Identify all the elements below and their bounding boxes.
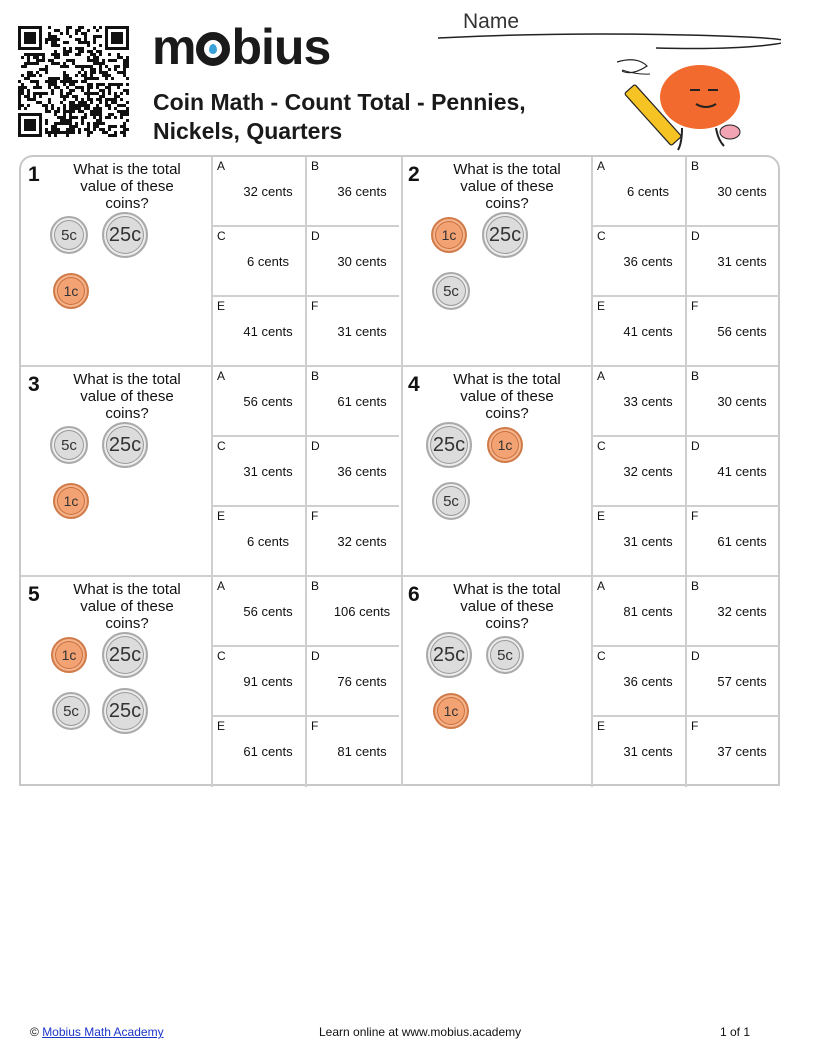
answer-value: 6 cents — [247, 254, 289, 269]
question-cell — [401, 367, 591, 577]
answer-letter: E — [217, 509, 226, 523]
answer-option-f[interactable] — [305, 717, 399, 787]
answer-option-d[interactable] — [685, 647, 779, 717]
answer-value: 31 cents — [717, 254, 767, 269]
answer-letter: B — [691, 369, 700, 383]
quarter-coin: 25c — [482, 212, 528, 258]
answer-value: 32 cents — [623, 464, 673, 479]
answer-letter: A — [217, 159, 226, 173]
quarter-coin: 25c — [426, 632, 472, 678]
answer-option-a[interactable] — [211, 577, 305, 647]
answer-letter: E — [217, 299, 226, 313]
answer-value: 30 cents — [717, 184, 767, 199]
answer-letter: C — [597, 649, 606, 663]
answer-letter: E — [597, 719, 606, 733]
penny-coin: 1c — [53, 273, 89, 309]
qr-code-icon — [18, 26, 129, 137]
answer-option-e[interactable] — [591, 507, 685, 577]
quarter-coin: 25c — [102, 422, 148, 468]
answer-option-b[interactable] — [685, 367, 779, 437]
answer-option-f[interactable] — [685, 717, 779, 787]
answer-value: 30 cents — [717, 394, 767, 409]
answer-option-f[interactable] — [305, 507, 399, 577]
answer-option-a[interactable] — [591, 367, 685, 437]
problem-4 — [401, 367, 781, 577]
answer-letter: C — [597, 229, 606, 243]
brand-logo-rest: bius — [231, 19, 331, 75]
answer-letter: B — [311, 579, 320, 593]
answer-option-a[interactable] — [211, 367, 305, 437]
answer-value: 57 cents — [717, 674, 767, 689]
answer-value: 106 cents — [333, 604, 391, 619]
footer-copyright — [30, 1025, 164, 1039]
brand-logo — [152, 19, 331, 75]
answer-value: 36 cents — [337, 184, 387, 199]
answer-letter: A — [597, 369, 606, 383]
answer-option-e[interactable] — [211, 507, 305, 577]
question-cell — [401, 157, 591, 367]
answer-letter: B — [691, 579, 700, 593]
answer-value: 32 cents — [243, 184, 293, 199]
nickel-coin: 5c — [432, 482, 470, 520]
name-label: Name — [463, 10, 520, 33]
nickel-coin: 5c — [52, 692, 90, 730]
answer-letter: F — [691, 299, 699, 313]
worksheet-grid — [19, 155, 780, 786]
penny-coin: 1c — [433, 693, 469, 729]
brand-logo-m: m — [152, 19, 196, 75]
problem-1 — [21, 157, 401, 367]
question-cell — [21, 157, 211, 367]
answer-value: 6 cents — [627, 184, 669, 199]
academy-link[interactable]: Mobius Math Academy — [42, 1025, 164, 1039]
problem-2 — [401, 157, 781, 367]
answer-value: 33 cents — [623, 394, 673, 409]
quarter-coin: 25c — [102, 212, 148, 258]
answer-letter: A — [217, 579, 226, 593]
penny-coin: 1c — [53, 483, 89, 519]
answer-option-a[interactable] — [591, 577, 685, 647]
answer-letter: B — [311, 159, 320, 173]
question-number: 6 — [408, 583, 420, 606]
nickel-coin: 5c — [486, 636, 524, 674]
answer-value: 61 cents — [243, 744, 293, 759]
answer-value: 36 cents — [623, 674, 673, 689]
answer-option-b[interactable] — [305, 157, 399, 227]
answer-value: 32 cents — [337, 534, 387, 549]
question-text: What is the total value of these coins? — [73, 371, 181, 422]
name-line — [436, 30, 781, 54]
answer-option-c[interactable] — [591, 227, 685, 297]
answer-letter: D — [691, 229, 700, 243]
answer-value: 31 cents — [337, 324, 387, 339]
answer-letter: C — [597, 439, 606, 453]
answer-option-c[interactable] — [211, 227, 305, 297]
answer-value: 6 cents — [247, 534, 289, 549]
answer-letter: A — [597, 579, 606, 593]
question-text: What is the total value of these coins? — [453, 371, 561, 422]
answer-option-f[interactable] — [305, 297, 399, 367]
answer-option-c[interactable] — [591, 437, 685, 507]
answer-letter: F — [691, 509, 699, 523]
answer-value: 81 cents — [623, 604, 673, 619]
problem-5 — [21, 577, 401, 787]
answer-letter: E — [597, 509, 606, 523]
question-number: 1 — [28, 163, 40, 186]
answer-option-d[interactable] — [305, 437, 399, 507]
answer-value: 61 cents — [717, 534, 767, 549]
answer-value: 56 cents — [717, 324, 767, 339]
answer-value: 41 cents — [243, 324, 293, 339]
answer-value: 76 cents — [337, 674, 387, 689]
answer-letter: D — [691, 649, 700, 663]
answer-value: 37 cents — [717, 744, 767, 759]
page-indicator: 1 of 1 — [720, 1025, 751, 1039]
answer-value: 36 cents — [337, 464, 387, 479]
question-number: 2 — [408, 163, 420, 186]
copyright-symbol: © — [30, 1025, 39, 1039]
answer-value: 61 cents — [337, 394, 387, 409]
answer-letter: E — [597, 299, 606, 313]
answer-option-c[interactable] — [591, 647, 685, 717]
penny-coin: 1c — [487, 427, 523, 463]
answer-value: 31 cents — [623, 744, 673, 759]
quarter-coin: 25c — [102, 632, 148, 678]
answer-option-d[interactable] — [305, 227, 399, 297]
page-title: Coin Math - Count Total - Pennies, Nickels, Quarters — [153, 89, 526, 144]
answer-value: 41 cents — [623, 324, 673, 339]
question-cell — [21, 577, 211, 787]
answer-letter: C — [217, 229, 226, 243]
penny-coin: 1c — [51, 637, 87, 673]
nickel-coin: 5c — [432, 272, 470, 310]
quarter-coin: 25c — [426, 422, 472, 468]
answer-letter: F — [691, 719, 699, 733]
answer-option-e[interactable] — [591, 717, 685, 787]
problem-3 — [21, 367, 401, 577]
answer-letter: F — [311, 509, 319, 523]
penny-coin: 1c — [431, 217, 467, 253]
answer-value: 31 cents — [623, 534, 673, 549]
question-text: What is the total value of these coins? — [73, 161, 181, 212]
answer-value: 30 cents — [337, 254, 387, 269]
quarter-coin: 25c — [102, 688, 148, 734]
answer-letter: C — [217, 649, 226, 663]
answer-letter: D — [311, 649, 320, 663]
answer-letter: F — [311, 299, 319, 313]
answer-letter: D — [691, 439, 700, 453]
answer-option-e[interactable] — [211, 717, 305, 787]
question-text: What is the total value of these coins? — [453, 581, 561, 632]
answer-value: 56 cents — [243, 394, 293, 409]
answer-option-f[interactable] — [685, 507, 779, 577]
answer-option-e[interactable] — [591, 297, 685, 367]
answer-option-c[interactable] — [211, 647, 305, 717]
answer-option-b[interactable] — [685, 577, 779, 647]
answer-option-e[interactable] — [211, 297, 305, 367]
answer-letter: F — [311, 719, 319, 733]
question-number: 5 — [28, 583, 40, 606]
brand-logo-o — [196, 32, 230, 66]
answer-option-a[interactable] — [211, 157, 305, 227]
answer-value: 32 cents — [717, 604, 767, 619]
answer-option-b[interactable] — [685, 157, 779, 227]
answer-value: 91 cents — [243, 674, 293, 689]
answer-option-c[interactable] — [211, 437, 305, 507]
answer-letter: C — [217, 439, 226, 453]
question-cell — [21, 367, 211, 577]
question-text: What is the total value of these coins? — [453, 161, 561, 212]
problem-6 — [401, 577, 781, 787]
answer-value: 56 cents — [243, 604, 293, 619]
question-number: 3 — [28, 373, 40, 396]
answer-letter: A — [597, 159, 606, 173]
footer-center-text: Learn online at www.mobius.academy — [319, 1025, 522, 1039]
answer-option-d[interactable] — [685, 227, 779, 297]
answer-value: 36 cents — [623, 254, 673, 269]
answer-option-a[interactable] — [591, 157, 685, 227]
nickel-coin: 5c — [50, 426, 88, 464]
answer-letter: D — [311, 229, 320, 243]
answer-letter: E — [217, 719, 226, 733]
answer-value: 81 cents — [337, 744, 387, 759]
answer-option-b[interactable] — [305, 577, 399, 647]
answer-option-b[interactable] — [305, 367, 399, 437]
answer-option-f[interactable] — [685, 297, 779, 367]
question-text: What is the total value of these coins? — [73, 581, 181, 632]
answer-option-d[interactable] — [685, 437, 779, 507]
answer-letter: B — [691, 159, 700, 173]
answer-letter: D — [311, 439, 320, 453]
question-cell — [401, 577, 591, 787]
answer-option-d[interactable] — [305, 647, 399, 717]
question-number: 4 — [408, 373, 420, 396]
answer-value: 41 cents — [717, 464, 767, 479]
answer-letter: A — [217, 369, 226, 383]
answer-letter: B — [311, 369, 320, 383]
answer-value: 31 cents — [243, 464, 293, 479]
mascot-pencil-icon — [612, 52, 762, 152]
nickel-coin: 5c — [50, 216, 88, 254]
